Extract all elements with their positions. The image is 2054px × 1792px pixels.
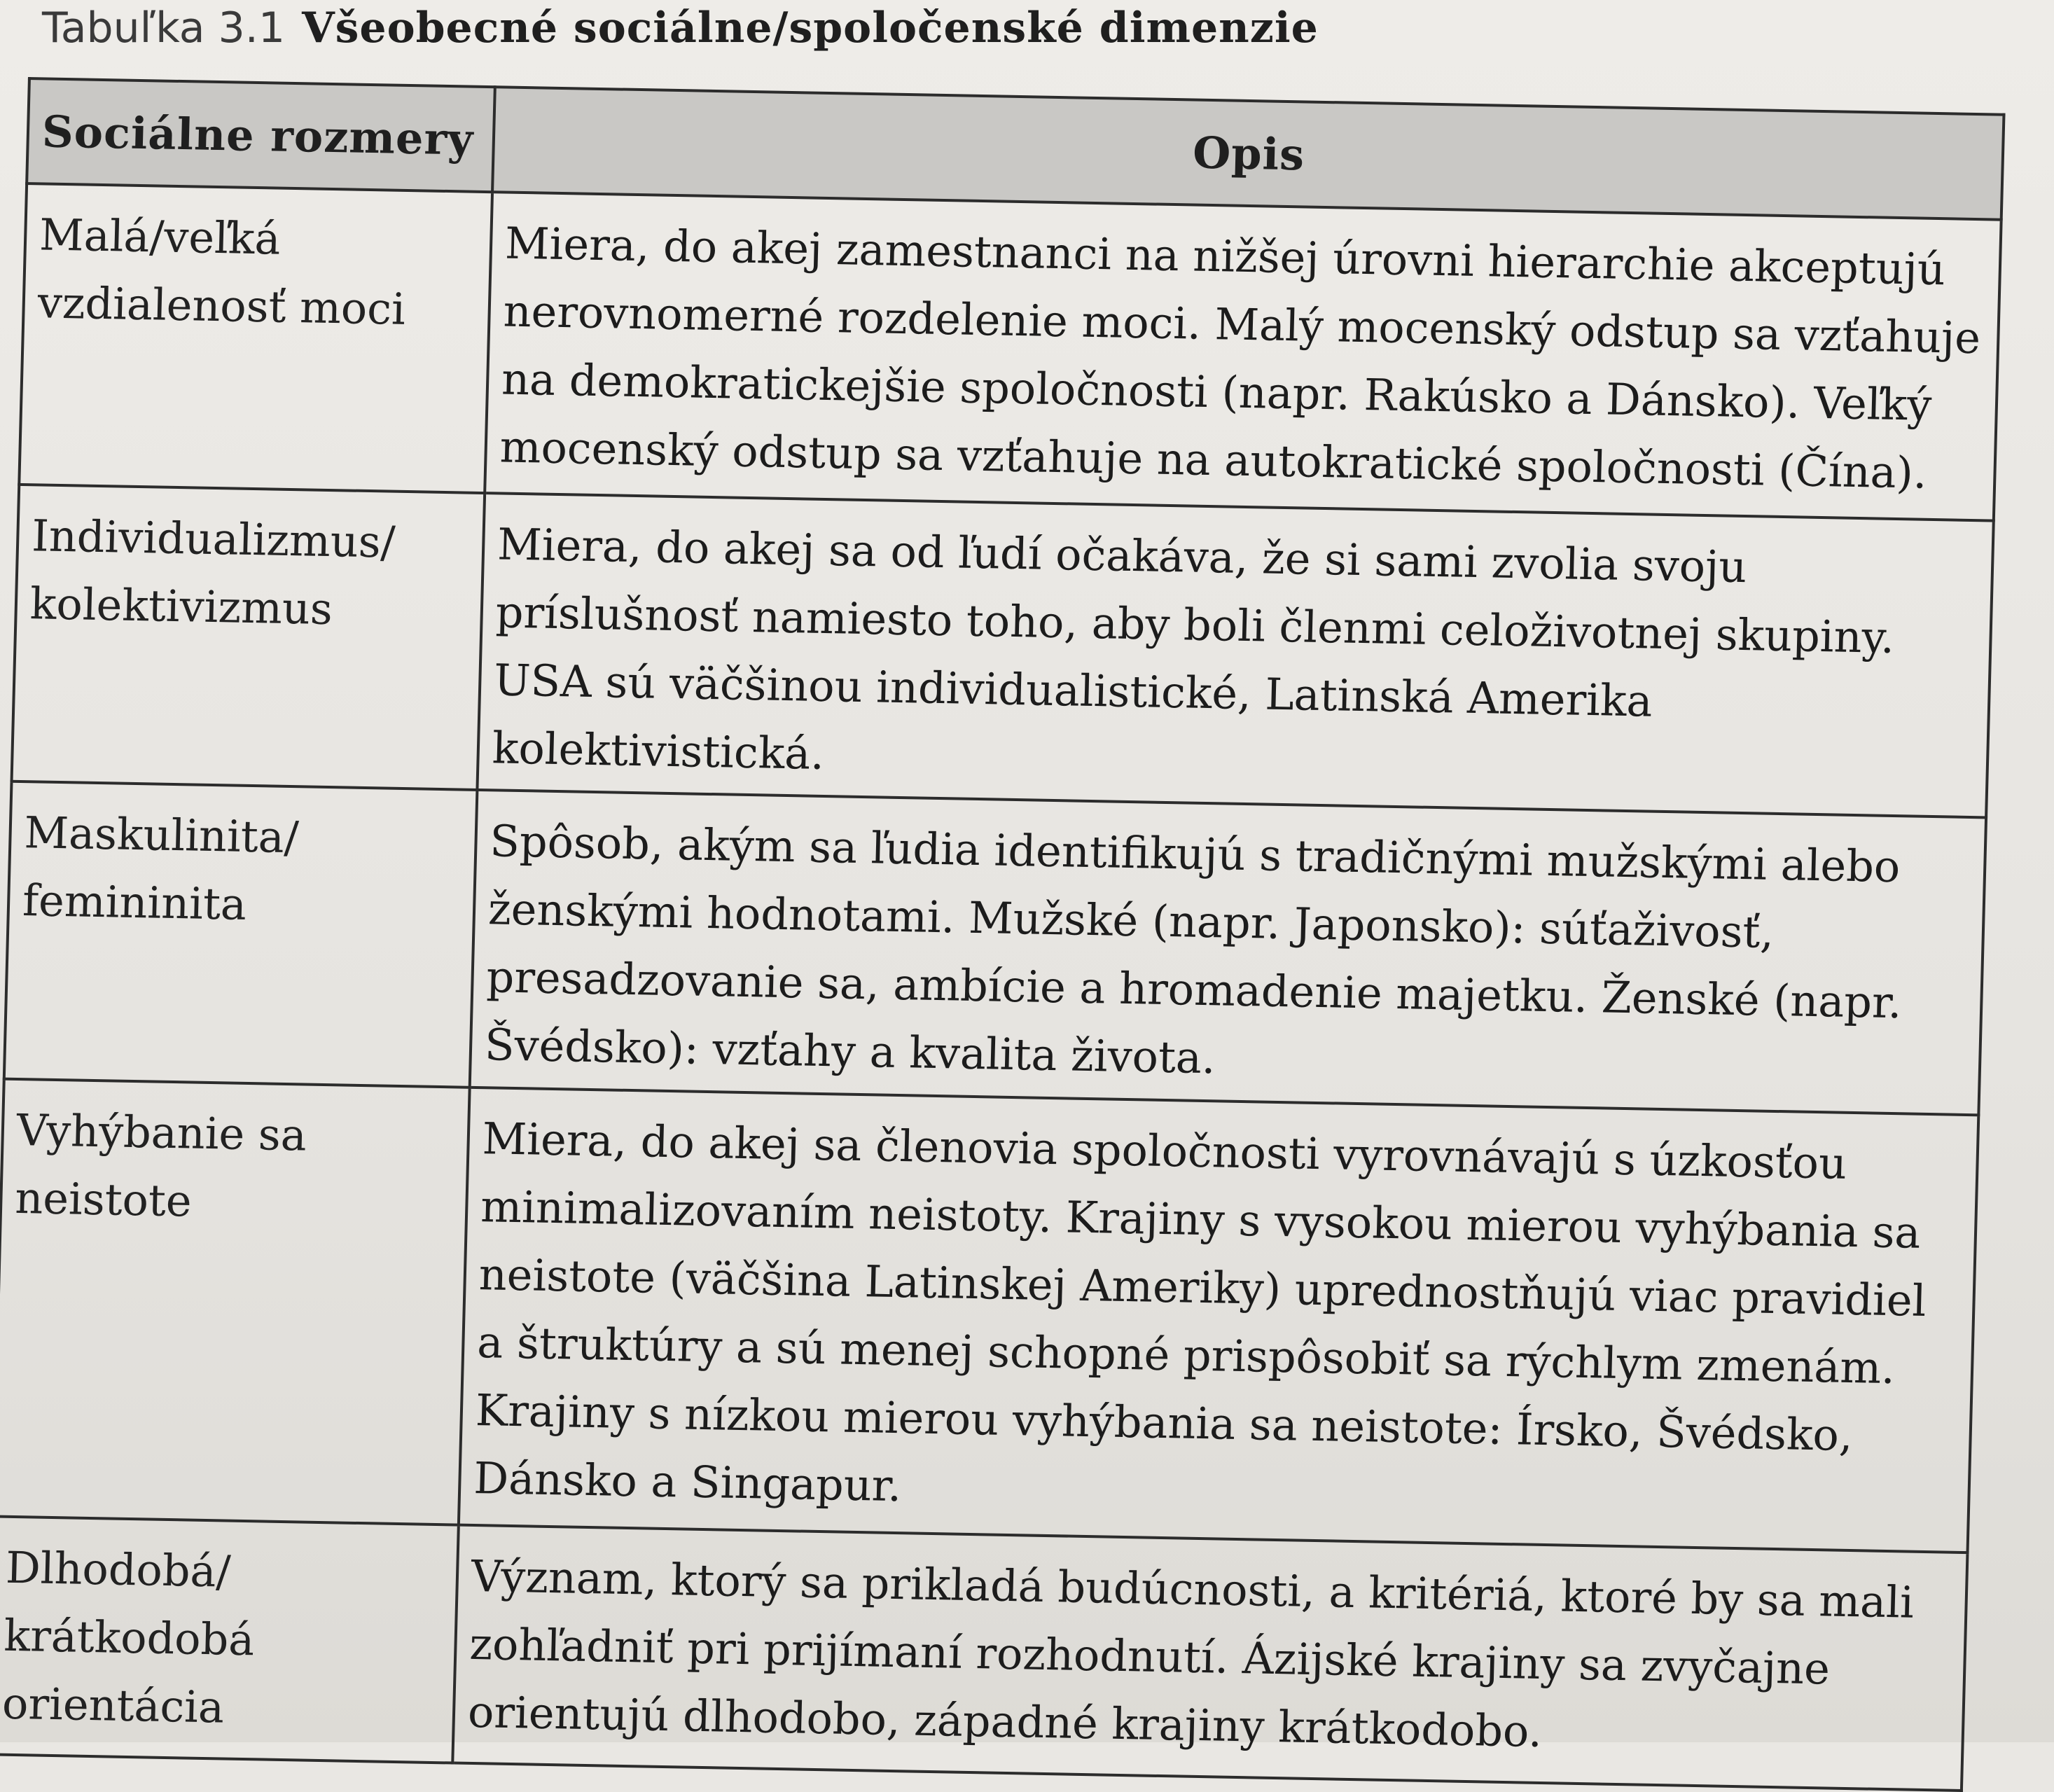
table-row [4,782,1986,1116]
row-description: Význam, ktorý sa prikladá budúcnosti, a kritériá, ktoré by sa mali zohľadniť pri prijímaní rozhodnutí. Ázijské krajiny sa zvyčajne orientujú dlhodobo, západné krajiny krátkodobo. [452,1525,1967,1791]
header-dimension: Sociálne rozmery [27,78,495,192]
row-description: Spôsob, akým sa ľudia identifikujú s tradičnými mužskými alebo ženskými hodnotami. Mužské (napr. Japonsko): súťaživosť, presadzovanie sa, ambície a hromadenie majetku. Ženské (napr. Švédsko): vzťahy a kvalita života. [470,790,1986,1115]
row-dimension: Maskulinita/ femininita [4,782,478,1088]
table-row [0,1079,1978,1553]
social-dimensions-table [0,77,2006,1792]
table-row [12,485,1994,818]
row-description: Miera, do akej sa členovia spoločnosti vyrovnávajú s úzkosťou minimalizovaním neistoty. Krajiny s vysokou mierou vyhýbania sa neistote (väčšina Latinskej Ameriky) uprednostňujú viac pravidiel a štruktúry a sú menej schopné prispôsobiť sa rýchlym zmenám. Krajiny s nízkou mierou vyhýbania sa neistote: Írsko, Švédsko, Dánsko a Singapur. [459,1088,1978,1553]
row-description: Miera, do akej zamestnanci na nižšej úrovni hierarchie akceptujú nerovnomerné rozdelenie moci. Malý mocenský odstup sa vzťahuje na demokratickejšie spoločnosti (napr. Rakúsko a Dánsko). Veľký mocenský odstup sa vzťahuje na autokratické spoločnosti (Čína). [485,192,2001,520]
header-description: Opis [492,87,2004,219]
table-row [19,183,2001,521]
table-caption [42,3,1319,53]
table-number: Tabuľka 3.1 [42,4,286,53]
row-dimension: Dlhodobá/ krátkodobá orientácia [0,1516,459,1763]
row-dimension: Vyhýbanie sa neistote [0,1079,470,1525]
table-row [0,1516,1967,1791]
row-description: Miera, do akej sa od ľudí očakáva, že si sami zvolia svoju príslušnosť namiesto toho, aby boli členmi celoživotnej skupiny. USA sú väčšinou individualistické, Latinská Amerika kolektivistická. [477,493,1993,817]
table-title: Všeobecné sociálne/spoločenské dimenzie [302,4,1319,53]
row-dimension: Malá/veľká vzdialenosť moci [19,183,492,493]
row-dimension: Individualizmus/ kolektivizmus [12,485,485,790]
